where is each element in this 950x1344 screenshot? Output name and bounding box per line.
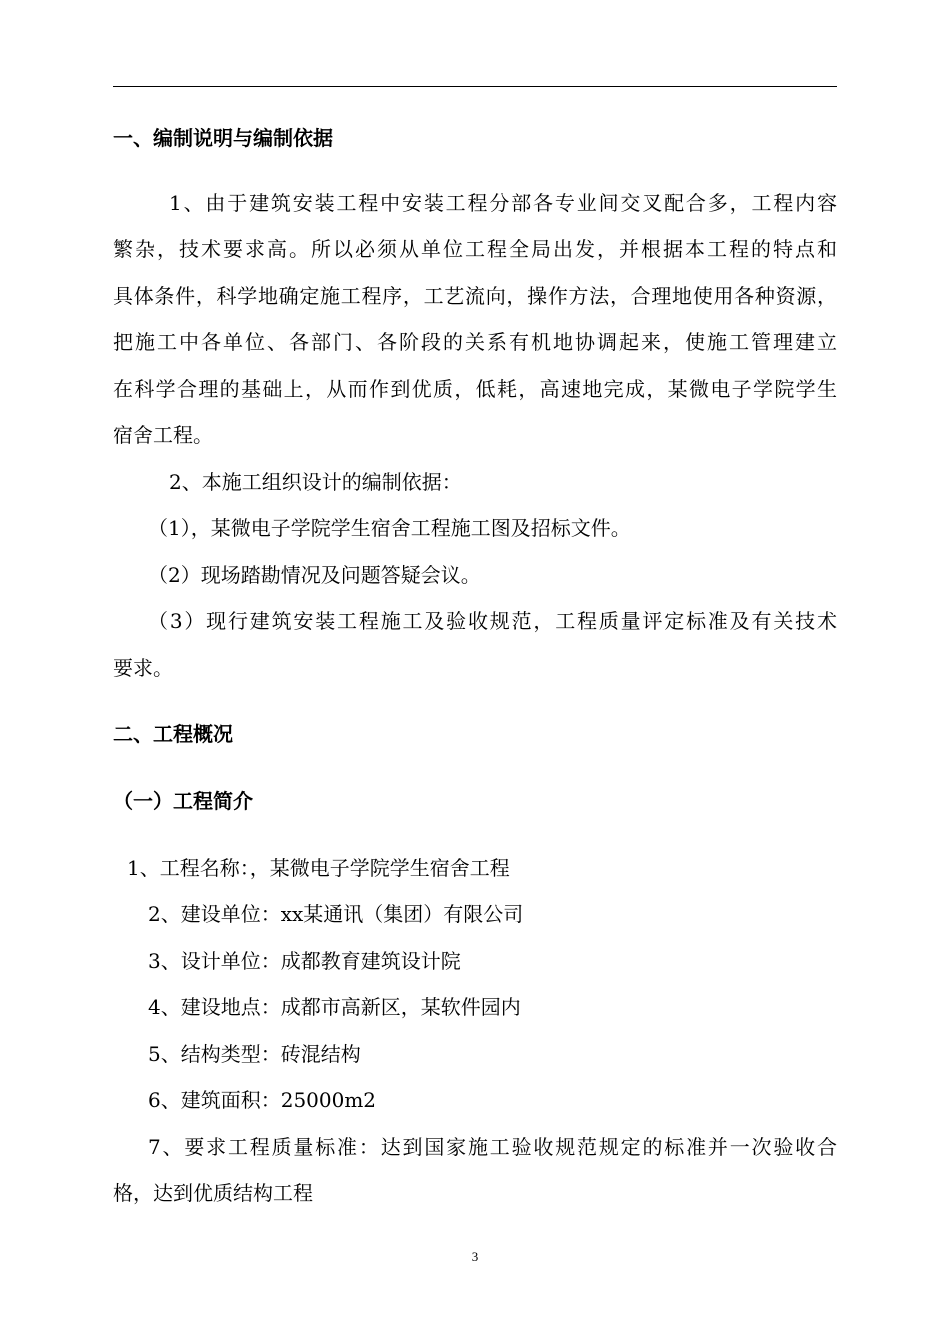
project-fact: 7、要求工程质量标准：达到国家施工验收规范规定的标准并一次验收合 bbox=[148, 1135, 837, 1159]
project-fact: 6、建筑面积：25000m2 bbox=[148, 1088, 377, 1112]
section-heading-2: 二、工程概况 bbox=[113, 722, 233, 746]
paragraph-line: 宿舍工程。 bbox=[113, 423, 213, 447]
list-item: （3）现行建筑安装工程施工及验收规范，工程质量评定标准及有关技术 bbox=[148, 609, 837, 633]
paragraph-line: 繁杂，技术要求高。所以必须从单位工程全局出发，并根据本工程的特点和 bbox=[113, 237, 837, 261]
page-number: 3 bbox=[471, 1249, 479, 1264]
paragraph-line: 2、本施工组织设计的编制依据： bbox=[169, 470, 462, 494]
project-fact: 格，达到优质结构工程 bbox=[113, 1181, 313, 1205]
project-fact: 3、设计单位：成都教育建筑设计院 bbox=[148, 949, 461, 973]
project-fact: 4、建设地点：成都市高新区，某软件园内 bbox=[148, 995, 521, 1019]
header-rule bbox=[113, 86, 837, 87]
section-heading-1: 一、编制说明与编制依据 bbox=[113, 126, 333, 150]
list-item: 要求。 bbox=[113, 656, 173, 680]
paragraph-line: 把施工中各单位、各部门、各阶段的关系有机地协调起来，使施工管理建立 bbox=[113, 330, 837, 354]
list-item: （2）现场踏勘情况及问题答疑会议。 bbox=[148, 563, 481, 587]
paragraph-line: 在科学合理的基础上，从而作到优质，低耗，高速地完成，某微电子学院学生 bbox=[113, 377, 837, 401]
project-fact: 1、工程名称：，某微电子学院学生宿舍工程 bbox=[127, 856, 510, 880]
project-fact: 5、结构类型：砖混结构 bbox=[148, 1042, 361, 1066]
subsection-heading: （一）工程简介 bbox=[113, 789, 253, 813]
paragraph-line: 1、由于建筑安装工程中安装工程分部各专业间交叉配合多，工程内容 bbox=[169, 191, 837, 215]
list-item: （1），某微电子学院学生宿舍工程施工图及招标文件。 bbox=[148, 516, 631, 540]
paragraph-line: 具体条件，科学地确定施工程序，工艺流向，操作方法，合理地使用各种资源， bbox=[113, 284, 837, 308]
project-fact: 2、建设单位：xx某通讯（集团）有限公司 bbox=[148, 902, 524, 926]
